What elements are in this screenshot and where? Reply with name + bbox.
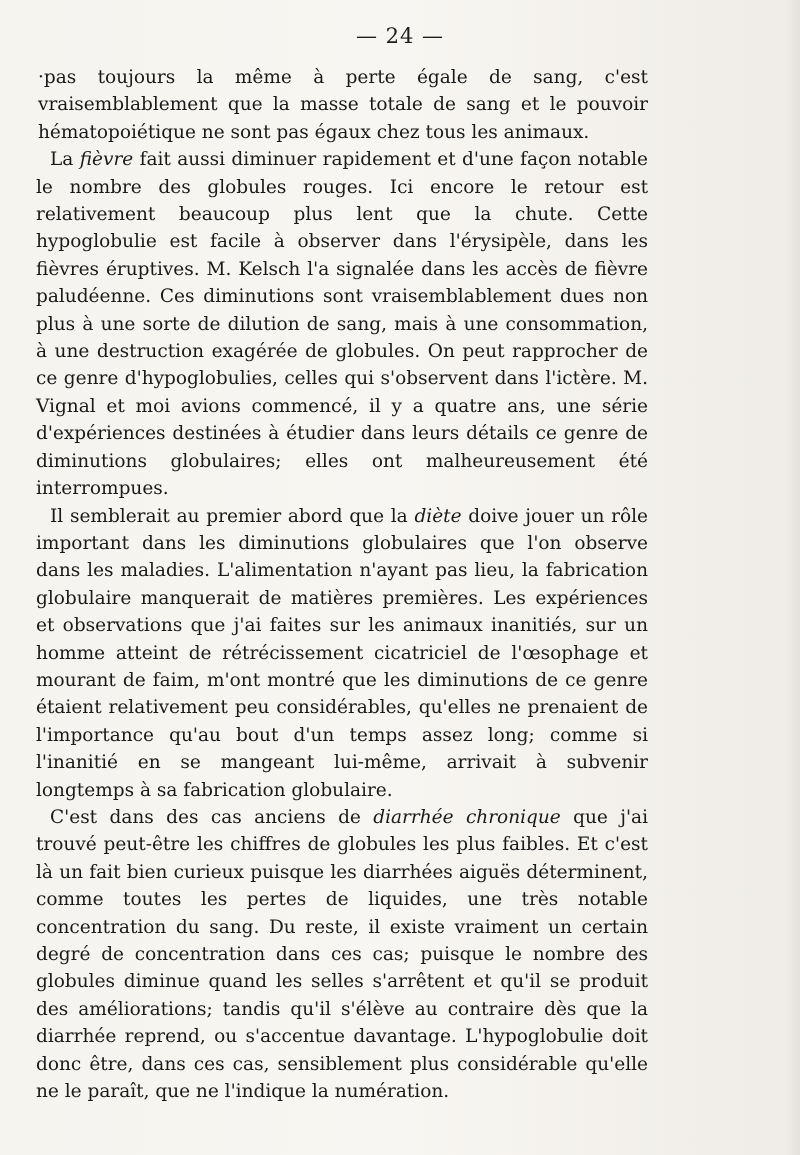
text-run: La [50,149,80,171]
page-number: — 24 — [355,24,445,48]
italic-term: fièvre [79,149,134,171]
text-run: Il semblerait au premier abord que la [50,505,415,527]
text-run: C'est dans des cas anciens de [50,806,374,828]
italic-term: diète [414,505,462,527]
paragraph-3 [36,503,648,804]
italic-term: diarrhée chronique [373,806,561,828]
text-run: doive jouer un rôle important dans les diminutions globulaires que l'on observe dans les maladies. L'alimentation n'ayant pas lieu, la fabrication globulaire manquerait de matières premières. Les expériences et observations que j'ai faites sur les animaux inanitiés, sur un homme atteint de rétrécissement cicatriciel de l'œsophage et mourant de faim, m'ont montré que les diminutions de ce genre étaient relativement peu considérables, qu'elles ne prenaient de l'importance qu'au bout d'un temps assez long; comme si l'inanitié en se mangeant lui-même, arrivait à subvenir longtemps à sa fabrication globulaire. [36,505,649,801]
paragraph-4 [36,804,648,1105]
page-edge-shadow [786,0,800,1155]
text-run: ·pas toujours la même à perte égale de sang, c'est vraisemblablement que la masse totale de sang et le pouvoir hématopoiétique ne sont pas égaux chez tous les animaux. [38,67,648,143]
paragraph-2 [36,146,648,502]
text-run: fait aussi diminuer rapidement et d'une façon notable le nombre des globules rouges. Ici encore le retour est relativement beaucoup plus lent que la chute. Cette hypoglobulie est facile à observer dans l'érysipèle, dans les fièvres éruptives. M. Kelsch l'a signalée dans les accès de fièvre paludéenne. Ces diminutions sont vraisemblablement dues non plus à une sorte de dilution de sang, mais à une consommation, à une destruction exagérée de globules. On peut rapprocher de ce genre d'hypoglobulies, celles qui s'observent dans l'ictère. M. Vignal et moi avions commencé, il y a quatre ans, une série d'expériences destinées à étudier dans leurs détails ce genre de diminutions globulaires; elles ont malheureusement été interrompues. [36,149,649,500]
text-run: que j'ai trouvé peut-être les chiffres de globules les plus faibles. Et c'est là un fait bien curieux puisque les diarrhées aiguës déterminent, comme toutes les pertes de liquides, une très notable concentration du sang. Du reste, il existe vraiment un certain degré de concentration dans ces cas; puisque le nombre des globules diminue quand les selles s'arrêtent et qu'il se produit des améliorations; tandis qu'il s'élève au contraire dès que la diarrhée reprend, ou s'accentue davantage. L'hypoglobulie doit donc être, dans ces cas, sensiblement plus considérable qu'elle ne le paraît, que ne l'indique la numération. [36,806,648,1103]
body-text [36,64,648,1105]
paragraph-1 [38,64,648,146]
